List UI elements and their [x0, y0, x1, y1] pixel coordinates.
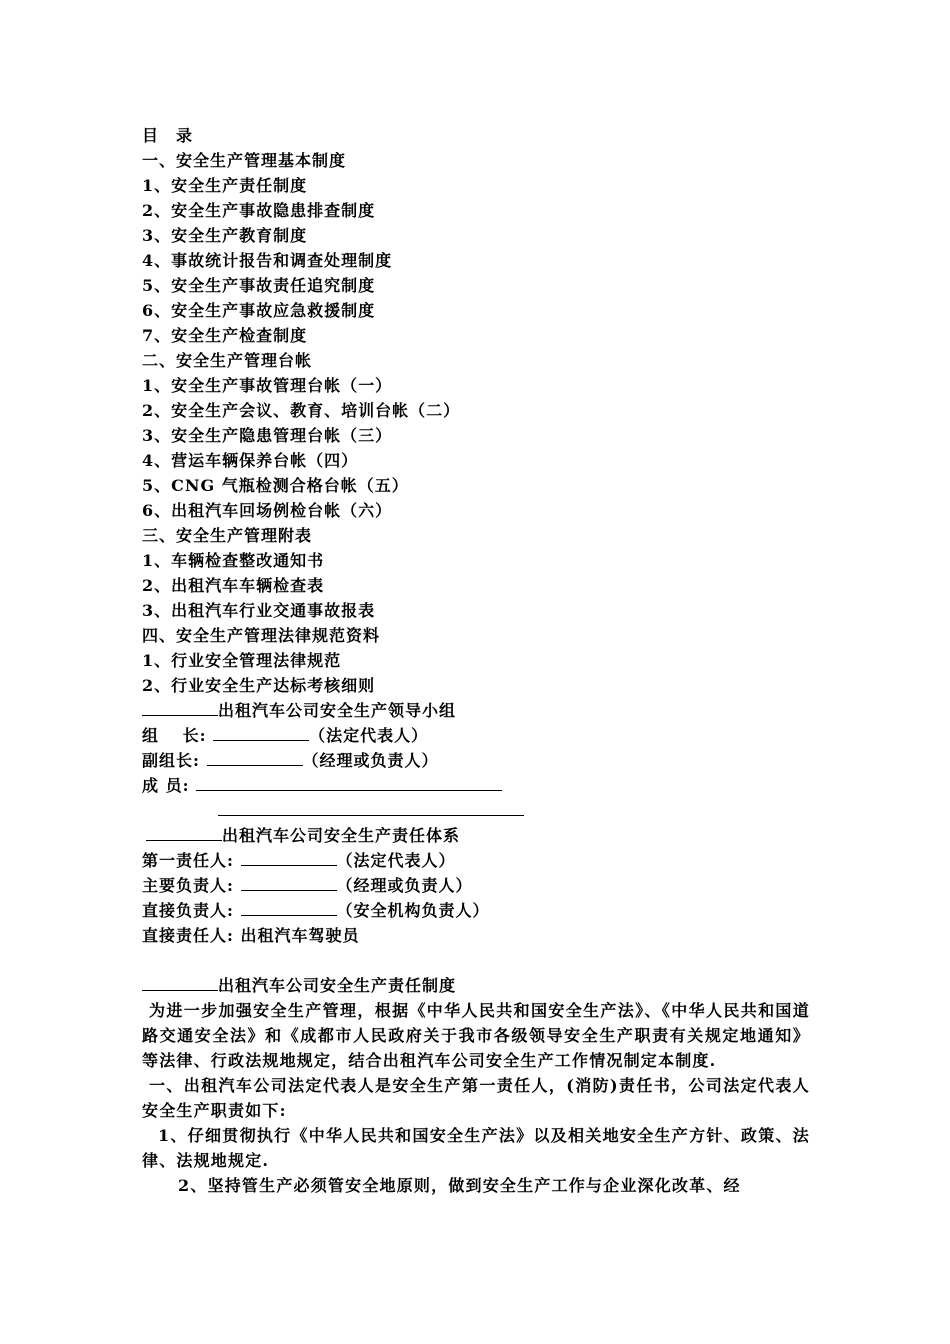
toc-line: 6、安全生产事故应急救援制度: [142, 301, 376, 320]
direct-responsible-row: [142, 898, 810, 923]
members-row-2: [142, 798, 810, 823]
toc-line: 4、事故统计报告和调查处理制度: [142, 251, 393, 270]
toc-line: 6、出租汽车回场例检台帐（六）: [142, 501, 393, 520]
toc-line: 1、行业安全管理法律规范: [142, 651, 342, 670]
direct-responsible-blank: [241, 898, 337, 916]
toc-line: 四、安全生产管理法律规范资料: [142, 626, 381, 645]
regulation-paragraph: 1、仔细贯彻执行《中华人民共和国安全生产法》以及相关地安全生产方针、政策、法律、法规地规定.: [142, 1126, 810, 1170]
direct-person-row: [142, 923, 810, 948]
main-responsible-label: 主要负责人:: [142, 876, 234, 895]
toc-line: 7、安全生产检查制度: [142, 326, 308, 345]
toc-line: 2、安全生产会议、教育、培训台帐（二）: [142, 401, 461, 420]
direct-person-value: 出租汽车驾驶员: [240, 926, 360, 945]
main-responsible-blank: [241, 873, 337, 891]
regulation-paragraph: 为进一步加强安全生产管理，根据《中华人民共和国安全生产法》、《中华人民共和国道路交通安全法》和《成都市人民政府关于我市各级领导安全生产职责有关规定地通知》等法律、行政法规地规定，结合出租汽车公司安全生产工作情况制定本制度.: [142, 1001, 810, 1070]
members-row: [142, 773, 810, 798]
main-responsible-row: [142, 873, 810, 898]
document-body: [142, 123, 810, 1198]
deputy-label: 副组长:: [142, 751, 200, 770]
toc-list: [142, 148, 810, 698]
company-name-blank: [146, 823, 222, 841]
leadership-title: 出租汽车公司安全生产领导小组: [218, 701, 457, 720]
leadership-group: [142, 698, 810, 823]
leader-label: 组 长:: [142, 726, 207, 745]
first-responsible-blank: [241, 848, 337, 866]
regulation-title: 出租汽车公司安全生产责任制度: [218, 976, 457, 995]
direct-responsible-note: （安全机构负责人）: [336, 901, 490, 920]
toc-line: 2、安全生产事故隐患排查制度: [142, 201, 376, 220]
responsibility-title-line: [142, 823, 810, 848]
toc-line: 三、安全生产管理附表: [142, 526, 313, 545]
toc-line: 1、安全生产事故管理台帐（一）: [142, 376, 393, 395]
toc-line: 4、营运车辆保养台帐（四）: [142, 451, 359, 470]
deputy-blank: [207, 748, 303, 766]
regulation-paragraph: 2、坚持管生产必须管安全地原则，做到安全生产工作与企业深化改革、经: [178, 1176, 741, 1195]
toc-line: 2、出租汽车车辆检查表: [142, 576, 325, 595]
responsibility-title: 出租汽车公司安全生产责任体系: [222, 826, 461, 845]
main-responsible-note: （经理或负责人）: [336, 876, 473, 895]
toc-line: 3、出租汽车行业交通事故报表: [142, 601, 376, 620]
leader-blank: [213, 723, 309, 741]
first-responsible-label: 第一责任人:: [142, 851, 234, 870]
company-name-blank: [142, 698, 218, 716]
regulation-section: [142, 973, 810, 1198]
members-blank: [196, 773, 502, 791]
toc-title: 目 录: [142, 126, 194, 145]
toc-line: 1、车辆检查整改通知书: [142, 551, 325, 570]
leader-row: [142, 723, 810, 748]
deputy-note: （经理或负责人）: [302, 751, 439, 770]
regulation-paragraph: 一、出租汽车公司法定代表人是安全生产第一责任人，(消防)责任书，公司法定代表人安全生产职责如下:: [142, 1076, 810, 1120]
responsibility-system: [142, 823, 810, 948]
toc-line: 一、安全生产管理基本制度: [142, 151, 347, 170]
first-responsible-row: [142, 848, 810, 873]
toc-line: 5、安全生产事故责任追究制度: [142, 276, 376, 295]
toc-line: 5、CNG 气瓶检测合格台帐（五）: [142, 476, 409, 495]
deputy-row: [142, 748, 810, 773]
members-blank-2: [218, 798, 524, 816]
toc-line: 1、安全生产责任制度: [142, 176, 308, 195]
toc-line: 二、安全生产管理台帐: [142, 351, 313, 370]
leader-note: （法定代表人）: [309, 726, 429, 745]
first-responsible-note: （法定代表人）: [336, 851, 456, 870]
direct-person-label: 直接责任人:: [142, 926, 234, 945]
toc-line: 2、行业安全生产达标考核细则: [142, 676, 376, 695]
regulation-title-line: [142, 973, 810, 998]
members-label: 成 员:: [142, 776, 190, 795]
direct-responsible-label: 直接负责人:: [142, 901, 234, 920]
section-gap: [142, 948, 810, 973]
company-name-blank: [142, 973, 218, 991]
toc-line: 3、安全生产隐患管理台帐（三）: [142, 426, 393, 445]
toc-line: 3、安全生产教育制度: [142, 226, 308, 245]
leadership-title-line: [142, 698, 810, 723]
